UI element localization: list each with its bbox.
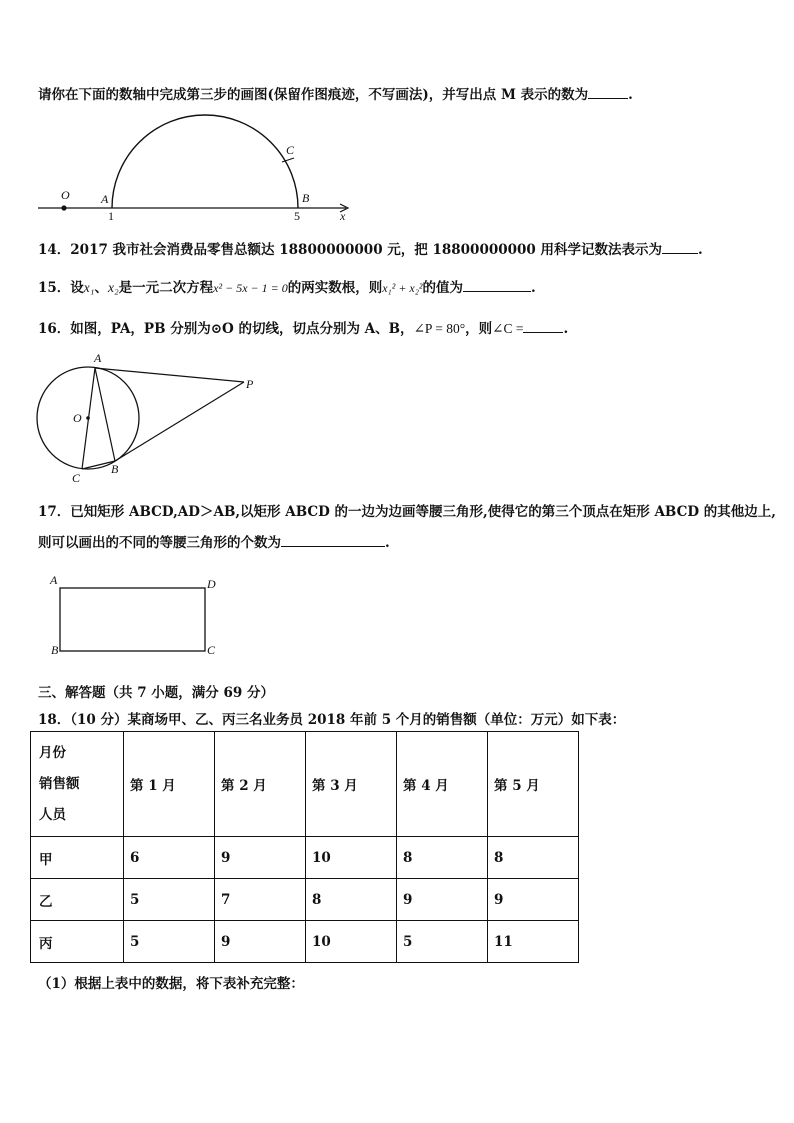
- section-title-text: 三、解答题（共 7 小题，满分 69 分）: [38, 685, 274, 701]
- q18-sub1-text: （1）根据上表中的数据，将下表补充完整：: [38, 976, 304, 992]
- q17-text-2: 则可以画出的不同的等腰三角形的个数为: [38, 535, 281, 551]
- table-cell: 5: [124, 879, 215, 921]
- row-name: 甲: [31, 837, 124, 879]
- q14-end: .: [698, 242, 703, 258]
- table-header-cell: 第 5 月: [488, 732, 579, 837]
- q15-end: .: [531, 280, 536, 296]
- corner-staff: 人员: [39, 806, 66, 823]
- table-corner-cell: [31, 732, 124, 837]
- circle-label-a: A: [94, 351, 102, 365]
- rect-label-b: B: [51, 643, 59, 657]
- q14-answer-blank: [662, 241, 698, 254]
- table-cell: 11: [488, 921, 579, 963]
- tangent-pa: [95, 368, 244, 382]
- q15-expression: x₁² + x₂²: [382, 281, 423, 295]
- q16-text: 16．如图，PA，PB 分别为⊙O 的切线，切点分别为 A、B，: [38, 321, 414, 337]
- q15-equation: x² − 5x − 1 = 0: [213, 281, 288, 295]
- center-dot: [86, 416, 90, 420]
- q18-text: 18．（10 分）某商场甲、乙、丙三名业务员 2018 年前 5 个月的销售额（单位：万元）如下表：: [38, 712, 626, 728]
- q17-text-1: 17．已知矩形 ABCD,AD＞AB,以矩形 ABCD 的一边为边画等腰三角形,使得它的第三个顶点在矩形 ABCD 的其他边上,: [38, 504, 776, 520]
- table-row: [31, 879, 579, 921]
- q15-x1: x₁: [83, 280, 95, 295]
- corner-month: 月份: [39, 744, 66, 761]
- row-name: 丙: [31, 921, 124, 963]
- origin-dot: [61, 205, 66, 210]
- tick-5: 5: [294, 209, 300, 223]
- q17-line2: [38, 531, 390, 551]
- rect-label-a: A: [50, 573, 58, 587]
- circle-label-b: B: [111, 462, 119, 476]
- table-row: [31, 921, 579, 963]
- q15-sep: 、: [94, 280, 108, 296]
- table-cell: 7: [215, 879, 306, 921]
- table-cell: 8: [488, 837, 579, 879]
- sales-table: [30, 731, 579, 963]
- table-cell: 8: [397, 837, 488, 879]
- table-header-row: [31, 732, 579, 837]
- tangent-circle-figure: [0, 340, 794, 490]
- table-header-cell: 第 1 月: [124, 732, 215, 837]
- label-o: O: [61, 188, 70, 202]
- table-cell: 10: [306, 921, 397, 963]
- table-header-cell: 第 2 月: [215, 732, 306, 837]
- q18: [38, 708, 625, 728]
- rectangle-figure: [0, 570, 794, 660]
- q16-ask-prefix: ，则: [465, 321, 493, 337]
- circle-label-p: P: [246, 377, 254, 391]
- table-header-cell: 第 3 月: [306, 732, 397, 837]
- semicircle-arc: [112, 115, 298, 208]
- q15-suffix: 的值为: [422, 280, 464, 296]
- q15-answer-blank: [463, 279, 531, 292]
- table-cell: 8: [306, 879, 397, 921]
- q14: [38, 238, 703, 258]
- section-title: [38, 681, 274, 701]
- rect-label-c: C: [207, 643, 216, 657]
- table-cell: 5: [397, 921, 488, 963]
- q16-answer-blank: [523, 320, 563, 333]
- chord-ab: [95, 368, 115, 461]
- q17-answer-blank: [281, 534, 385, 547]
- table-cell: 9: [215, 837, 306, 879]
- q13-end: .: [628, 87, 633, 103]
- table-cell: 6: [124, 837, 215, 879]
- circle-label-o: O: [73, 411, 82, 425]
- q15-prefix: 15．设: [38, 280, 84, 296]
- label-x: x: [340, 209, 346, 223]
- table-row: [31, 837, 579, 879]
- q13-answer-blank: [588, 86, 628, 99]
- tangent-pb: [115, 382, 244, 461]
- table-cell: 9: [397, 879, 488, 921]
- label-a: A: [101, 192, 109, 206]
- label-b: B: [302, 191, 310, 205]
- q17-line1: [38, 500, 776, 520]
- number-line-figure: [0, 100, 794, 230]
- q16: [38, 317, 568, 337]
- q15: [38, 276, 536, 296]
- q16-ask-angle: ∠C =: [492, 321, 524, 336]
- circle-label-c: C: [72, 471, 81, 485]
- table-cell: 9: [215, 921, 306, 963]
- q16-end: .: [563, 321, 569, 337]
- corner-sales: 销售额: [39, 775, 80, 792]
- rectangle-abcd: [60, 588, 205, 651]
- q18-sub1: [38, 972, 304, 992]
- label-c: C: [286, 143, 295, 157]
- table-header-cell: 第 4 月: [397, 732, 488, 837]
- q13-text: 请你在下面的数轴中完成第三步的画图(保留作图痕迹，不写画法)，并写出点 M 表示的数为: [38, 87, 589, 103]
- tick-1: 1: [108, 209, 114, 223]
- q14-text: 14．2017 我市社会消费品零售总额达 18800000000 元，把 18800000000 用科学记数法表示为: [38, 242, 663, 258]
- q16-given-angle: ∠P = 80°: [413, 321, 466, 336]
- q17-end: .: [385, 535, 390, 551]
- q15-mid2: 的两实数根，则: [287, 280, 383, 296]
- row-name: 乙: [31, 879, 124, 921]
- q15-x2: x₂: [107, 280, 119, 295]
- q15-mid: 是一元二次方程: [118, 280, 214, 296]
- table-cell: 10: [306, 837, 397, 879]
- table-cell: 9: [488, 879, 579, 921]
- rect-label-d: D: [207, 577, 216, 591]
- table-cell: 5: [124, 921, 215, 963]
